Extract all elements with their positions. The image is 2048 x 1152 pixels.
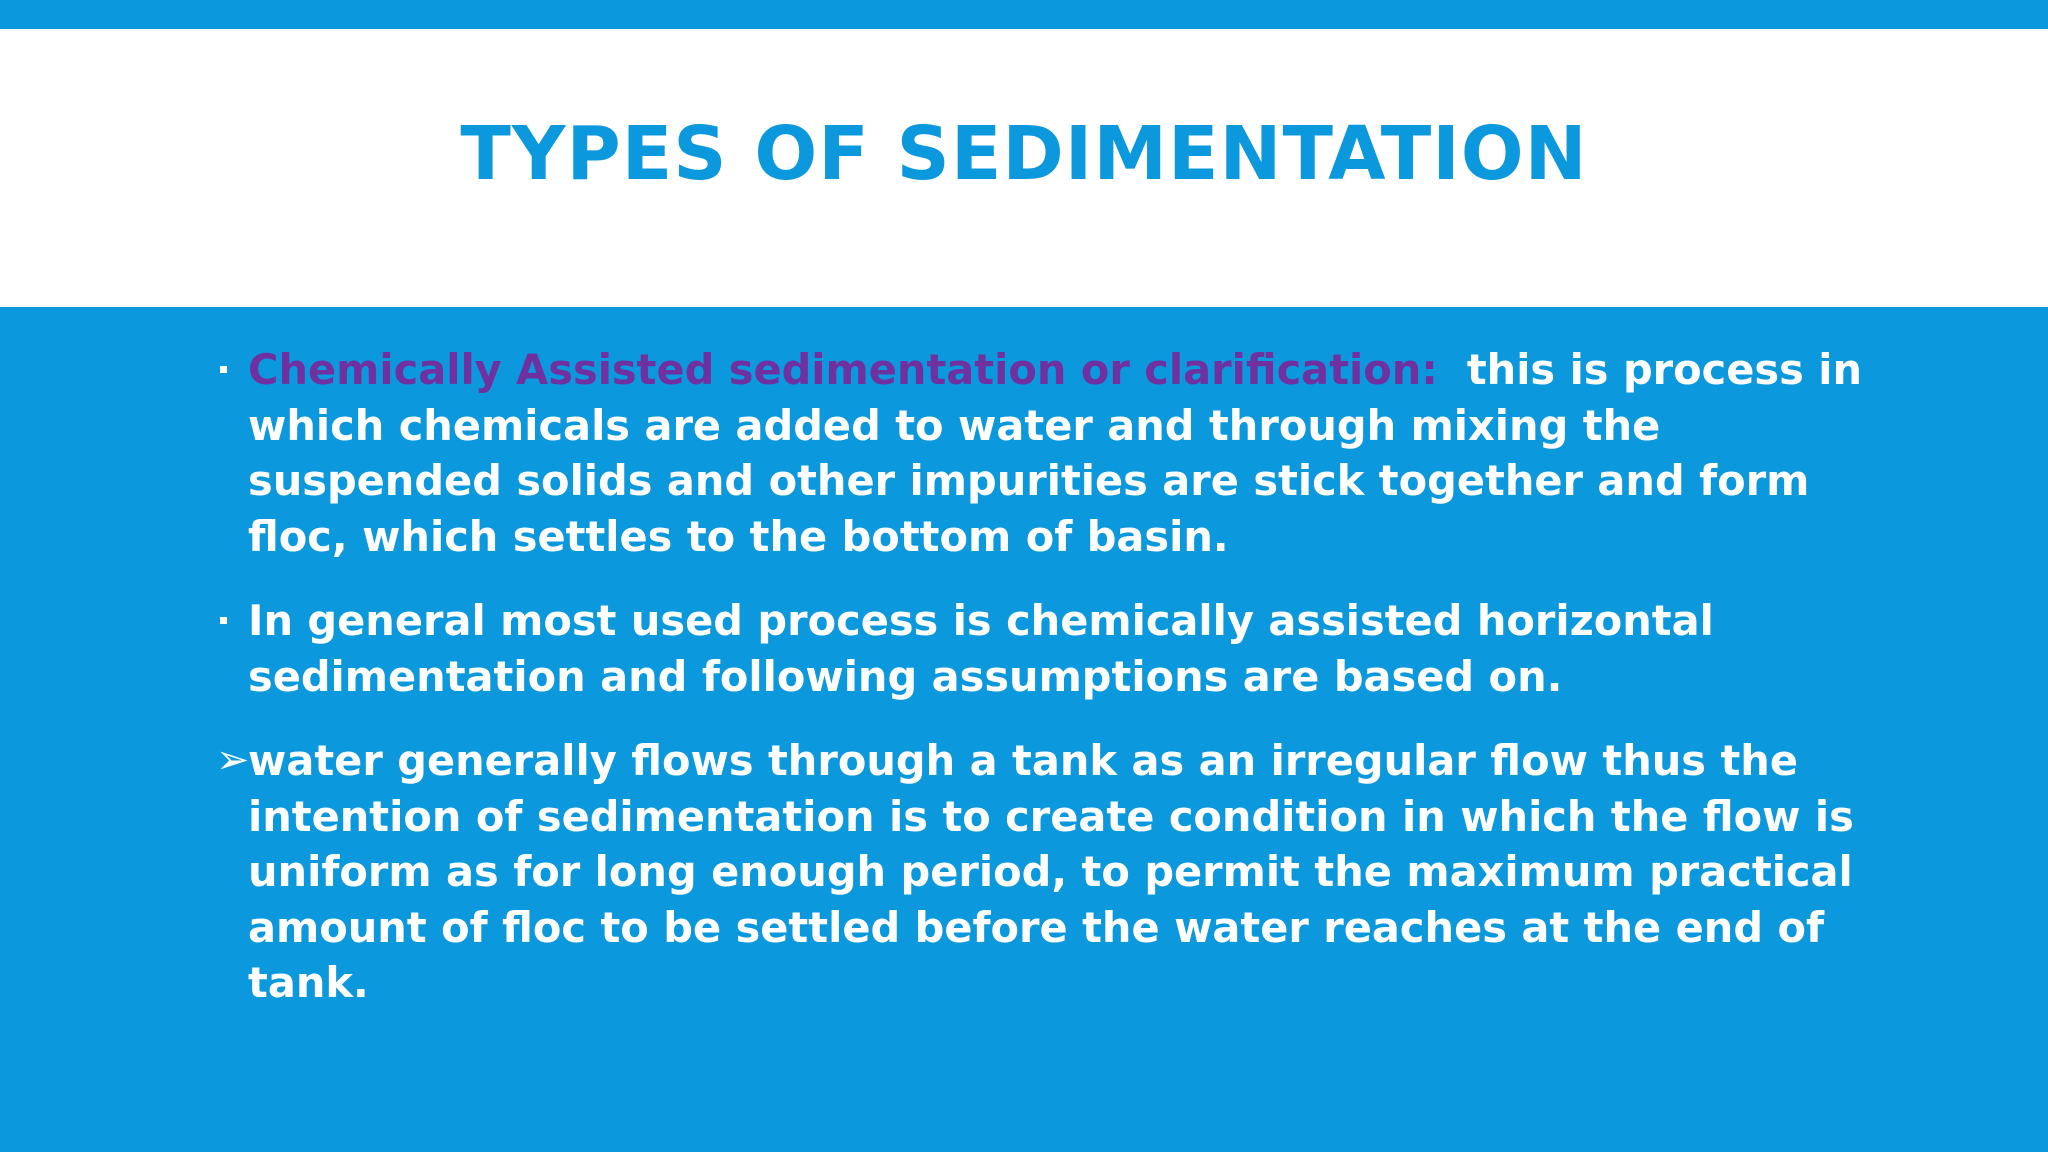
bullet-highlight-term: Chemically Assisted sedimentation or clarification: bbox=[248, 345, 1438, 394]
bullet-text: In general most used process is chemically assisted horizontal sedimentation and following assumptions are based on. bbox=[248, 596, 1714, 701]
bullet-item-general-process bbox=[218, 593, 1868, 704]
slide-title: TYPES OF SEDIMENTATION bbox=[460, 111, 1588, 197]
bullet-item-chemically-assisted bbox=[218, 342, 1868, 564]
bullet-item-water-flow: ➢ water generally flows through a tank as an irregular flow thus the intention of sedimentation is to create condition in which the flow is uniform as for long enough period, to permit the maximum practical amount of floc to be settled before the water reaches at the end of tank. bbox=[216, 736, 1854, 1007]
bullet-text: water generally flows through a tank as an irregular flow thus the intention of sedimentation is to create condition in which the flow is uniform as for long enough period, to permit the maximum practical amount of floc to be settled before the water reaches at the end of tank. bbox=[248, 736, 1854, 1007]
bullet-list bbox=[218, 342, 1868, 1040]
bullet-text: this is process in which chemicals are added to water and through mixing the suspended solids and other impurities are stick together and form floc, which settles to the bottom of basin. bbox=[248, 345, 1862, 561]
title-band bbox=[0, 29, 2048, 307]
